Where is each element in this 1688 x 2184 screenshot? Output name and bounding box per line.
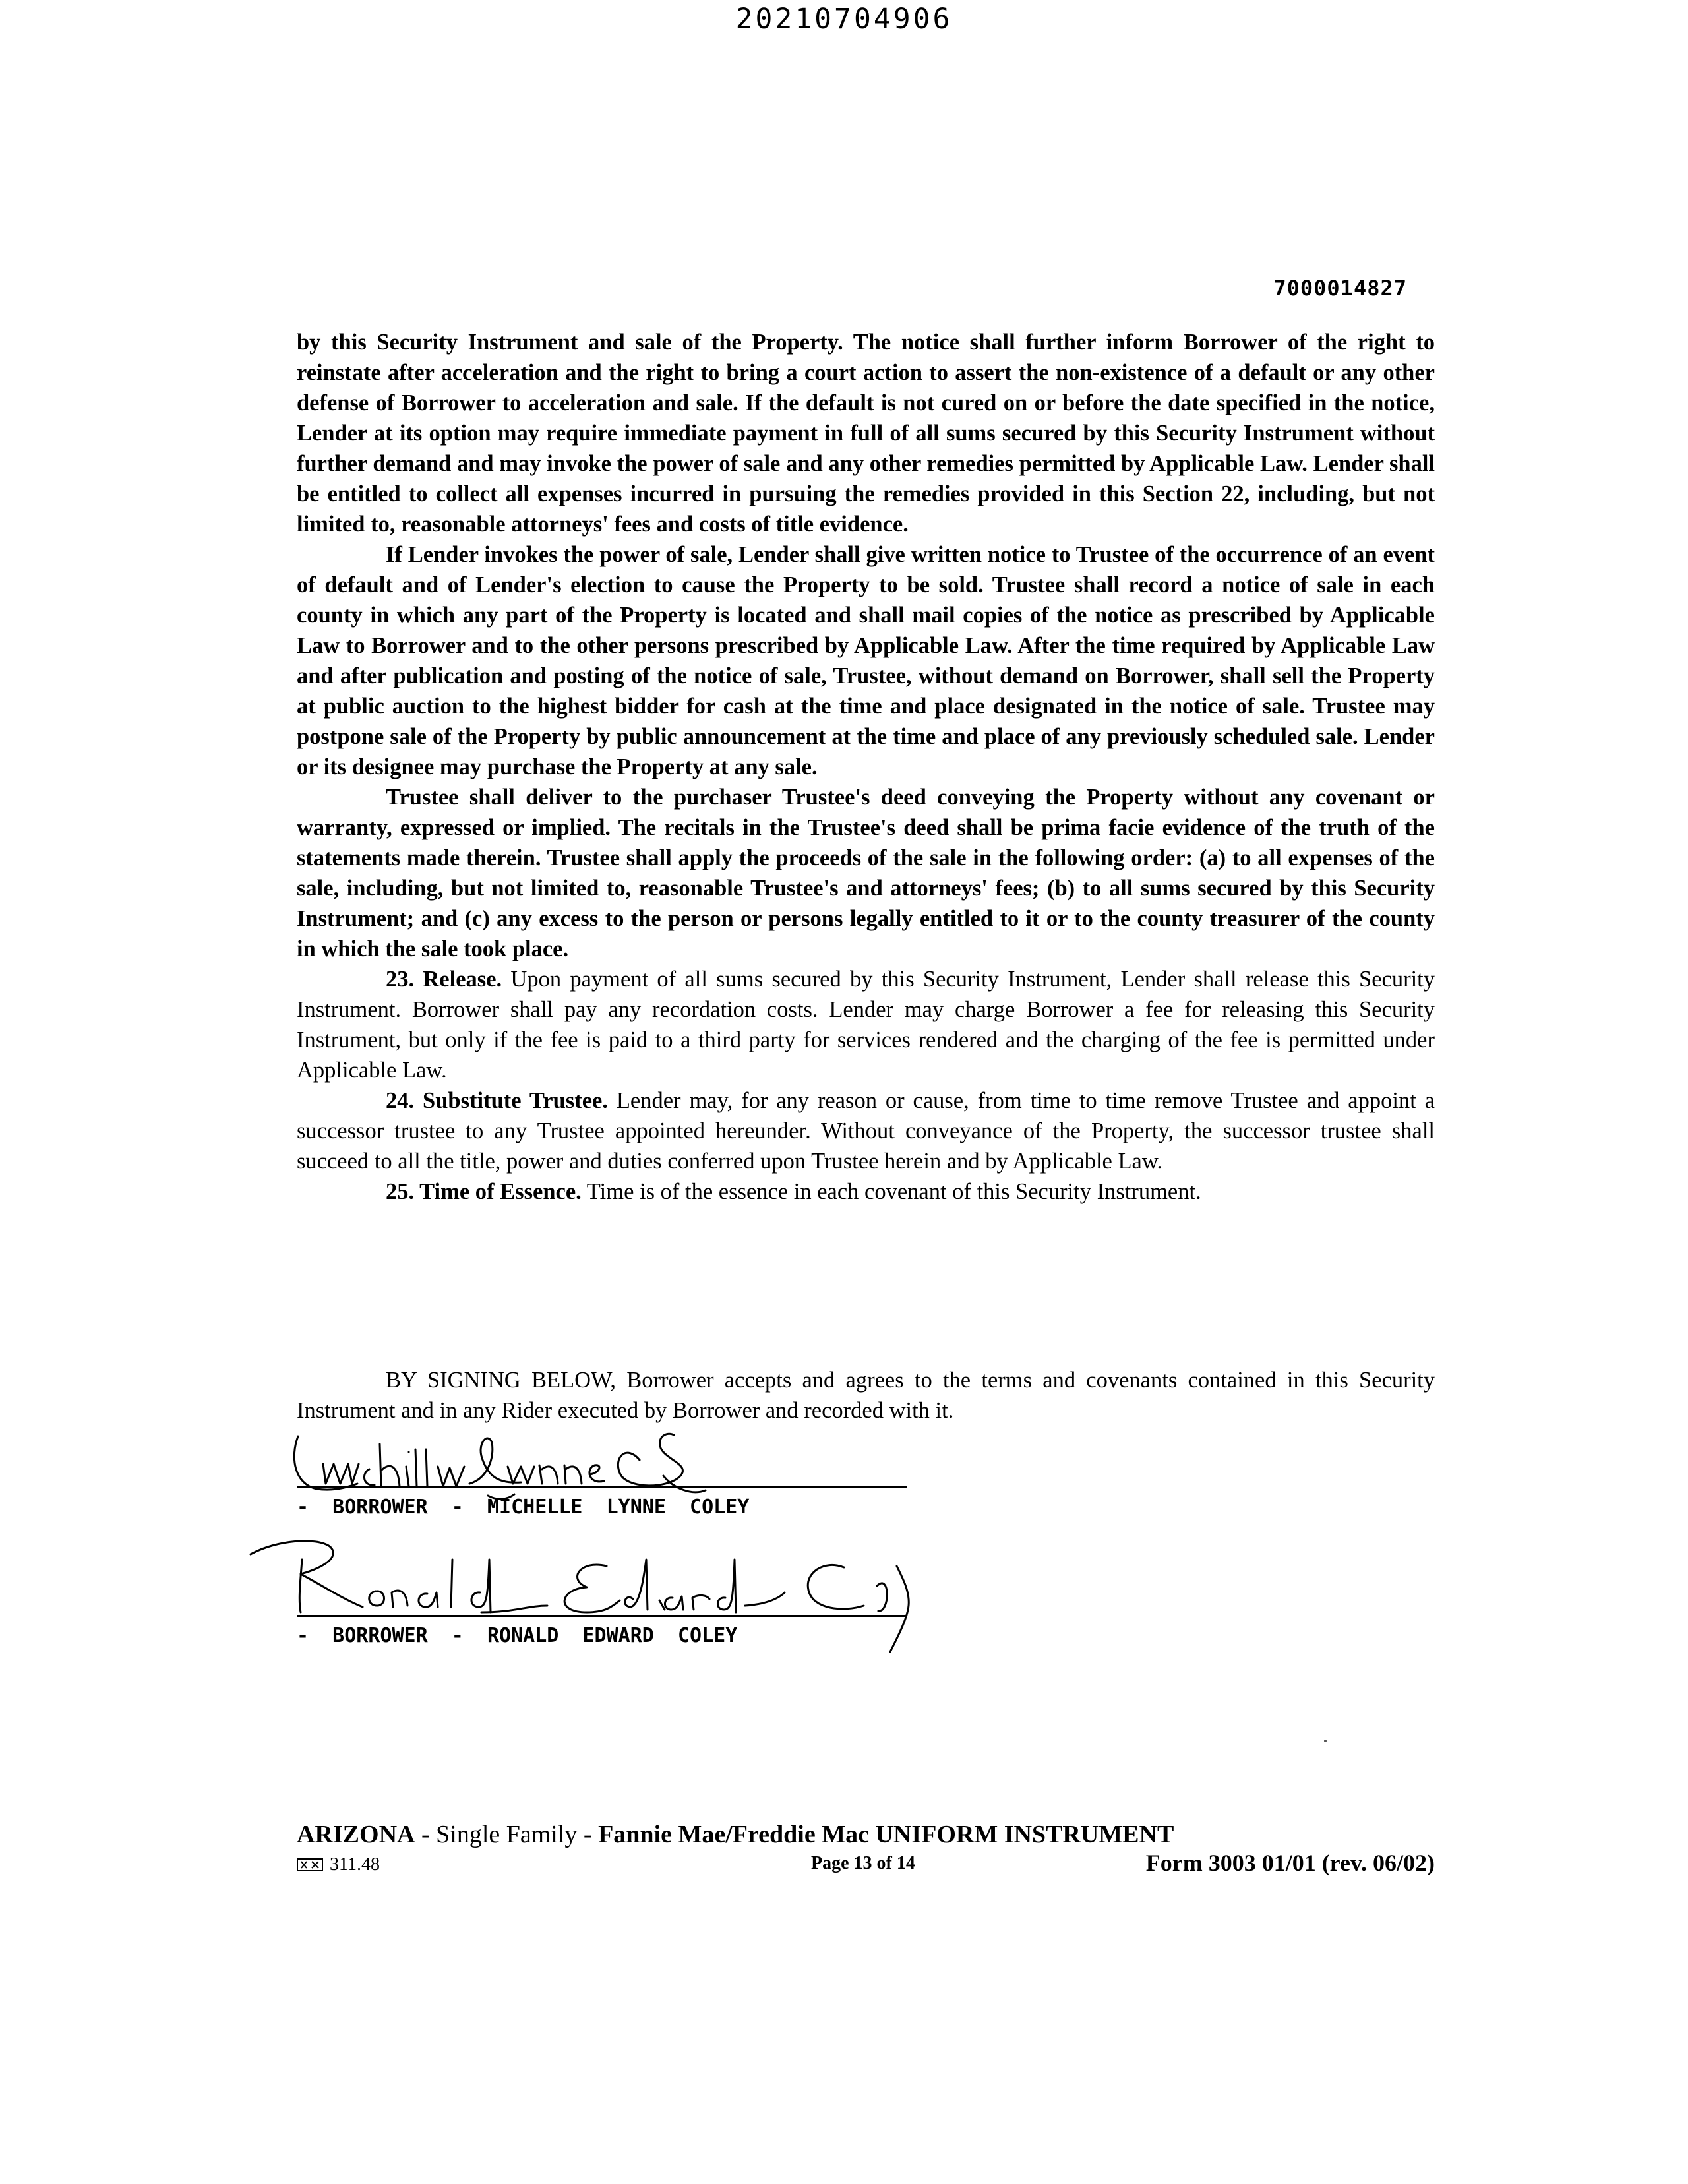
section-heading: 23. Release.: [386, 967, 502, 992]
section-text: Upon payment of all sums secured by this Security Instrument, Lender shall release this Security Instrument. Borrower shall pay any recordation costs. Lender may charge Borrower a fee for releasing this Security Instrument, but only if the fee is paid to a third party for services rendered and the charging of the fee is permitted under Applicable Law.: [297, 967, 1435, 1083]
section-substitute-trustee: [297, 1085, 1435, 1176]
footer-state: ARIZONA: [297, 1821, 415, 1848]
loan-number: 7000014827: [1273, 276, 1407, 301]
page-number: Page 13 of 14: [811, 1853, 915, 1873]
footer-title: [297, 1820, 1174, 1849]
signature-block-ronald: [297, 1540, 907, 1672]
section-heading: 25. Time of Essence.: [386, 1179, 582, 1204]
signature-label-ronald: - BORROWER - RONALD EDWARD COLEY: [297, 1624, 738, 1647]
forms-logo-icon: [297, 1858, 323, 1872]
document-body: [297, 327, 1435, 1207]
section-heading: 24. Substitute Trustee.: [386, 1088, 608, 1113]
section-release: [297, 964, 1435, 1085]
scan-speck: [1324, 1740, 1327, 1742]
footer-title-middle: - Single Family -: [415, 1821, 599, 1848]
signature-line: [297, 1486, 907, 1488]
paragraph-trustee-deed: Trustee shall deliver to the purchaser Trustee's deed conveying the Property without any covenant or warranty, expressed or implied. The recitals in the Trustee's deed shall be prima facie evidence of the truth of the statements made therein. Trustee shall apply the proceeds of the sale in the following order: (a) to all expenses of the sale, including, but not limited to, reasonable Trustee's and attorneys' fees; (b) to all sums secured by this Security Instrument; and (c) any excess to the person or persons legally entitled to it or to the county treasurer of the county in which the sale took place.: [297, 785, 1435, 961]
signature-label-michelle: - BORROWER - MICHELLE LYNNE COLEY: [297, 1496, 750, 1519]
form-number: Form 3003 01/01 (rev. 06/02): [1145, 1850, 1435, 1876]
paragraph-power-of-sale: If Lender invokes the power of sale, Lender shall give written notice to Trustee of the occurrence of an event of default and of Lender's election to cause the Property to be sold. Trustee shall record a notice of sale in each county in which any part of the Property is located and shall mail copies of the notice as prescribed by Applicable Law to Borrower and to the other persons prescribed by Applicable Law. After the time required by Applicable Law and after publication and posting of the notice of sale, Trustee, without demand on Borrower, shall sell the Property at public auction to the highest bidder for cash at the time and place designated in the notice of sale. Trustee may postpone sale of the Property by public announcement at the time and place of any previously scheduled sale. Lender or its designee may purchase the Property at any sale.: [297, 542, 1435, 779]
paragraph-notice-continued: by this Security Instrument and sale of the Property. The notice shall further inform Borrower of the right to reinstate after acceleration and the right to bring a court action to assert the non-existence of a default or any other defense of Borrower to acceleration and sale. If the default is not cured on or before the date specified in the notice, Lender at its option may require immediate payment in full of all sums secured by this Security Instrument without further demand and may invoke the power of sale and any other remedies permitted by Applicable Law. Lender shall be entitled to collect all expenses incurred in pursuing the remedies provided in this Section 22, including, but not limited to, reasonable attorneys' fees and costs of title evidence.: [297, 330, 1435, 537]
footer-form-code: 311.48: [297, 1854, 380, 1875]
section-text: Lender may, for any reason or cause, from time to time remove Trustee and appoint a successor trustee to any Trustee appointed hereunder. Without conveyance of the Property, the successor trustee shall succeed to all the title, power and duties conferred upon Trustee herein and by Applicable Law.: [297, 1088, 1435, 1174]
section-time-of-essence: [297, 1176, 1435, 1207]
section-text: Time is of the essence in each covenant of this Security Instrument.: [586, 1179, 1201, 1204]
signature-michelle: [270, 1418, 930, 1503]
recording-number: 20210704906: [735, 3, 953, 36]
signature-line: [297, 1615, 907, 1617]
signature-block-michelle: [297, 1418, 907, 1523]
footer-title-end: Fannie Mae/Freddie Mac UNIFORM INSTRUMENT: [598, 1821, 1174, 1848]
signing-statement: BY SIGNING BELOW, Borrower accepts and agrees to the terms and covenants contained in this Security Instrument and in any Rider executed by Borrower and recorded with it.: [297, 1368, 1435, 1423]
